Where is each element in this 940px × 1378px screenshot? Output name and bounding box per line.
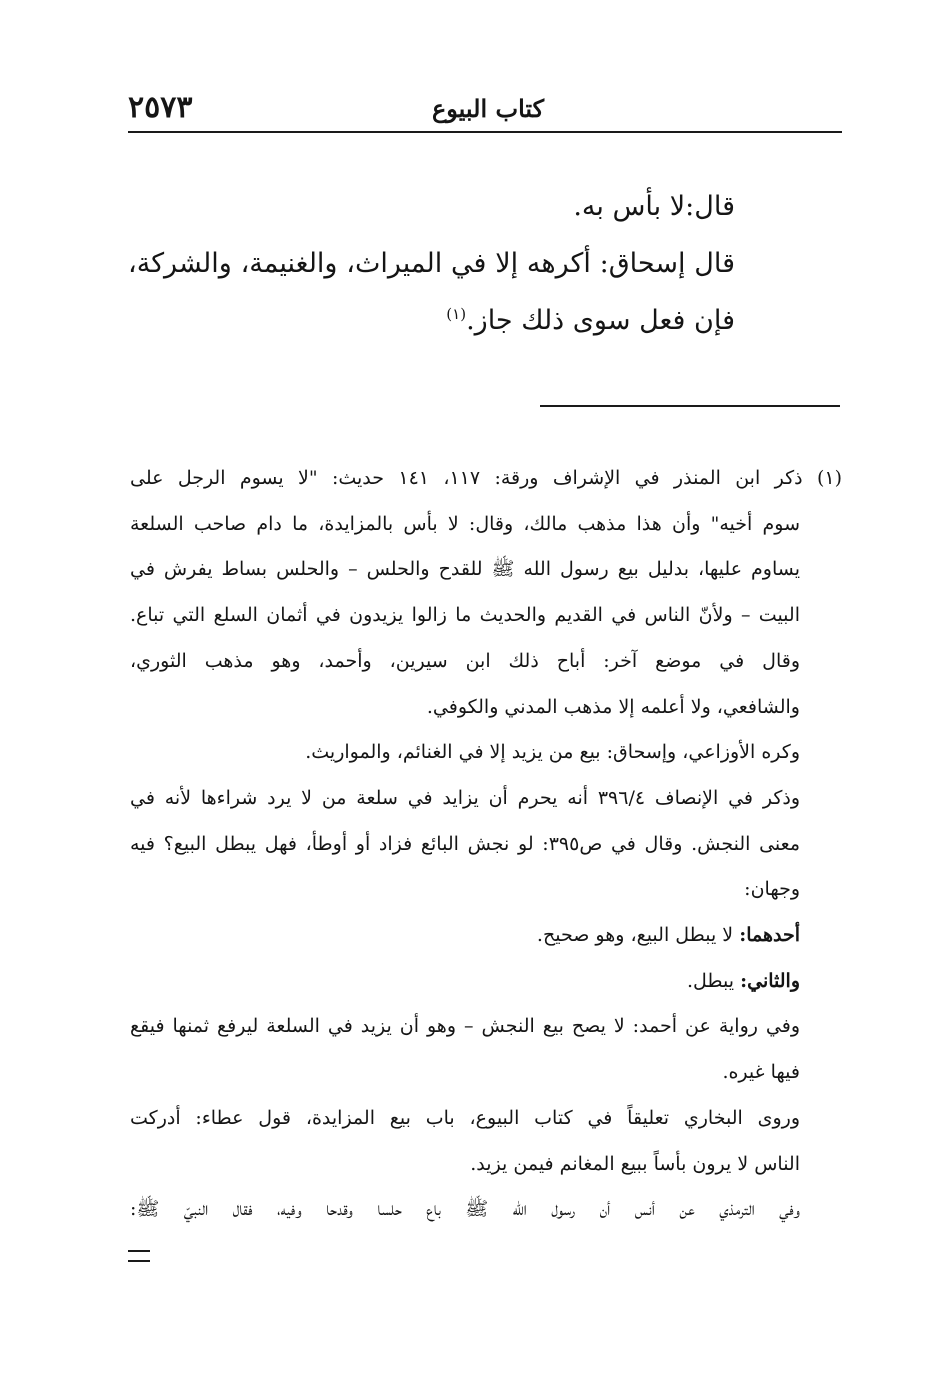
footnote-line: سوم أخيه" وأن هذا مذهب مالك، وقال: لا بأس بالمزايدة، ما دام صاحب السلعة — [130, 512, 800, 535]
second-aspect-text: يبطل. — [687, 969, 735, 992]
main-text — [128, 178, 735, 349]
running-title: كتاب البيوع — [431, 94, 545, 123]
first-aspect-text: لا يبطل البيع، وهو صحيح. — [536, 924, 734, 947]
footnote-reference[interactable]: (١) — [446, 305, 467, 323]
continued-mark — [128, 1250, 150, 1262]
footnote-line: وفي الترمذي عن أنس أن رسول الله ﷺ باع حلسا وقدحا وفيه، فقال النبيّ ﷺ: — [130, 1198, 800, 1221]
footnote-line: وجهان: — [744, 878, 800, 901]
first-aspect-term: أحدهما: — [739, 924, 800, 947]
footnote-line: والشافعي، ولا أعلمه إلا مذهب المدني والكوفي. — [426, 695, 800, 718]
footnote-line — [130, 913, 842, 959]
footnote-line — [130, 959, 842, 1005]
footnote-line: وقال في موضع آخر: أباح ذلك ابن سيرين، وأحمد، وهو مذهب الثوري، — [130, 649, 800, 672]
footnote-line-text: ذكر ابن المنذر في الإشراف ورقة: ١١٧، ١٤١ حديث: "لا يسوم الرجل على — [130, 467, 803, 489]
main-paragraph-2-text: قال إسحاق: أكرهه إلا في الميراث، والغنيمة، والشركة، فإن فعل سوى ذلك جاز. — [128, 248, 735, 336]
footnote-line: وفي رواية عن أحمد: لا يصح بيع النجش – وهو أن يزيد في السلعة ليرفع ثمنها فيقع — [130, 1015, 800, 1038]
footnote-line: وروى البخاري تعليقاً في كتاب البيوع، باب بيع المزايدة، قول عطاء: أدركت — [130, 1106, 800, 1129]
footnote-line: فيها غيره. — [722, 1061, 800, 1084]
footnote-line: البيت – ولأنّ الناس في القديم والحديث ما زالوا يزيدون في أثمان السلع التي تباع. — [130, 604, 800, 627]
header-rule — [128, 131, 842, 133]
main-paragraph-2 — [128, 235, 735, 349]
footnote-line: يساوم عليها، بدليل بيع رسول الله ﷺ للقدح والحلس – والحلس بساط يفرش في — [130, 558, 800, 581]
footnotes — [130, 456, 842, 1233]
second-aspect-term: والثاني: — [740, 969, 800, 992]
page-number: ٢٥٧٣ — [128, 90, 193, 125]
footnote-line: وكره الأوزاعي، وإسحاق: بيع من يزيد إلا في الغنائم، والمواريث. — [305, 741, 800, 764]
footnote-marker: (١) — [816, 467, 842, 489]
footnote-line: معنى النجش. وقال في ص٣٩٥: لو نجش البائع فزاد أو أوطأ، فهل يبطل البيع؟ فيه — [130, 832, 800, 855]
footnote-line: الناس لا يرون بأساً ببيع المغانم فيمن يزيد. — [470, 1152, 800, 1175]
running-head — [128, 88, 840, 132]
footnote-separator — [540, 405, 840, 407]
footnote-line — [130, 456, 842, 502]
main-line-1: قال:لا بأس به. — [573, 191, 735, 222]
footnote-line: وذكر في الإنصاف ٣٩٦/٤ أنه يحرم أن يزايد في سلعة من لا يرد شراءها لأنه في — [130, 786, 800, 809]
